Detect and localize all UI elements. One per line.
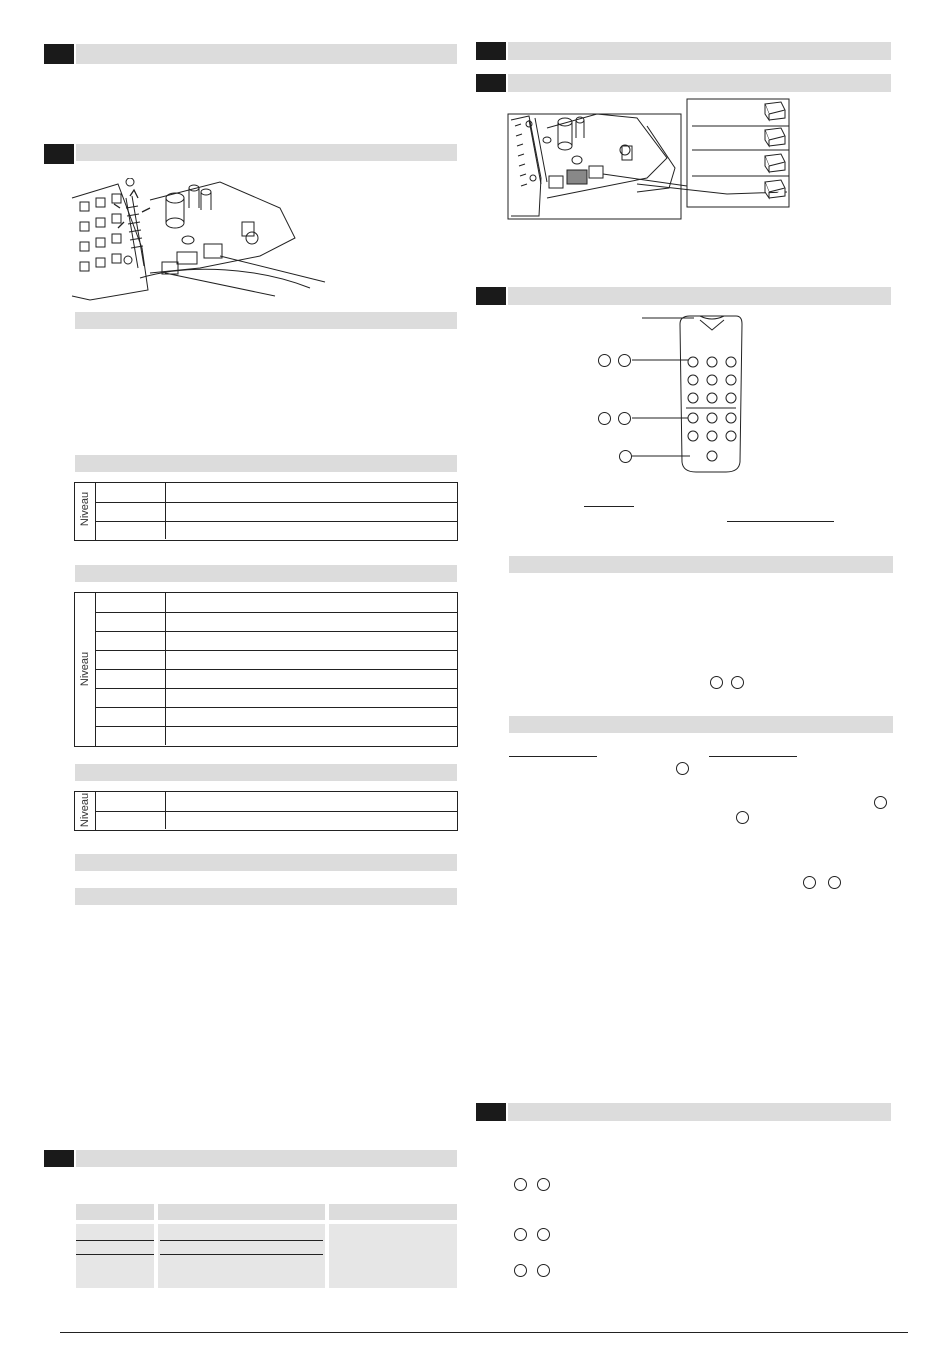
subsection-header-bar bbox=[75, 854, 457, 871]
circuit-board-illustration bbox=[70, 178, 330, 303]
reference-circle bbox=[514, 1178, 527, 1191]
section-header-bar bbox=[508, 74, 891, 92]
table-header-cell bbox=[76, 1204, 154, 1220]
reference-circle bbox=[537, 1264, 550, 1277]
reference-circle bbox=[514, 1228, 527, 1241]
table-header-cell bbox=[329, 1204, 457, 1220]
section-number-marker bbox=[476, 74, 506, 92]
reference-circle bbox=[598, 412, 611, 425]
remote-control-illustration bbox=[590, 312, 750, 474]
subsection-header-bar bbox=[75, 455, 457, 472]
reference-circle bbox=[618, 354, 631, 367]
section-header-bar bbox=[508, 287, 891, 305]
level-table-1 bbox=[74, 482, 458, 541]
table-cell bbox=[76, 1224, 154, 1288]
subsection-header-bar bbox=[75, 888, 457, 905]
reference-circle bbox=[803, 876, 816, 889]
level-label: Niveau bbox=[79, 491, 91, 527]
level-table-3 bbox=[74, 791, 458, 831]
section-header-bar bbox=[76, 144, 457, 161]
underline-rule bbox=[160, 1240, 323, 1241]
table-header-cell bbox=[158, 1204, 325, 1220]
reference-circle bbox=[676, 762, 689, 775]
underline-rule bbox=[709, 756, 797, 757]
underline-rule bbox=[76, 1254, 154, 1255]
section-number-marker bbox=[476, 1103, 506, 1121]
subsection-header-bar bbox=[75, 312, 457, 329]
level-table-2 bbox=[74, 592, 458, 747]
subsection-header-bar bbox=[75, 764, 457, 781]
reference-circle bbox=[874, 796, 887, 809]
level-label: Niveau bbox=[79, 651, 91, 687]
footer-rule bbox=[60, 1332, 908, 1333]
circuit-board-illustration bbox=[507, 98, 792, 222]
section-header-bar bbox=[76, 44, 457, 64]
reference-circle bbox=[514, 1264, 527, 1277]
underline-rule bbox=[76, 1240, 154, 1241]
reference-circle bbox=[828, 876, 841, 889]
section-number-marker bbox=[476, 42, 506, 60]
reference-circle bbox=[731, 676, 744, 689]
reference-circle bbox=[736, 811, 749, 824]
underline-rule bbox=[727, 521, 834, 522]
reference-circle bbox=[537, 1228, 550, 1241]
underline-rule bbox=[160, 1254, 323, 1255]
table-cell bbox=[158, 1224, 325, 1288]
section-number-marker bbox=[44, 44, 74, 64]
reference-circle bbox=[710, 676, 723, 689]
underline-rule bbox=[509, 756, 597, 757]
reference-circle bbox=[598, 354, 611, 367]
reference-circle bbox=[537, 1178, 550, 1191]
subsection-header-bar bbox=[75, 565, 457, 582]
subsection-header-bar bbox=[509, 556, 893, 573]
reference-circle bbox=[618, 412, 631, 425]
table-cell bbox=[329, 1224, 457, 1288]
underline-rule bbox=[584, 506, 634, 507]
section-number-marker bbox=[44, 1150, 74, 1167]
level-label: Niveau bbox=[79, 792, 91, 828]
section-header-bar bbox=[508, 1103, 891, 1121]
section-number-marker bbox=[44, 144, 74, 164]
section-header-bar bbox=[76, 1150, 457, 1167]
subsection-header-bar bbox=[509, 716, 893, 733]
section-number-marker bbox=[476, 287, 506, 305]
keypad-buttons bbox=[688, 357, 736, 461]
reference-circle bbox=[619, 450, 632, 463]
section-header-bar bbox=[508, 42, 891, 60]
